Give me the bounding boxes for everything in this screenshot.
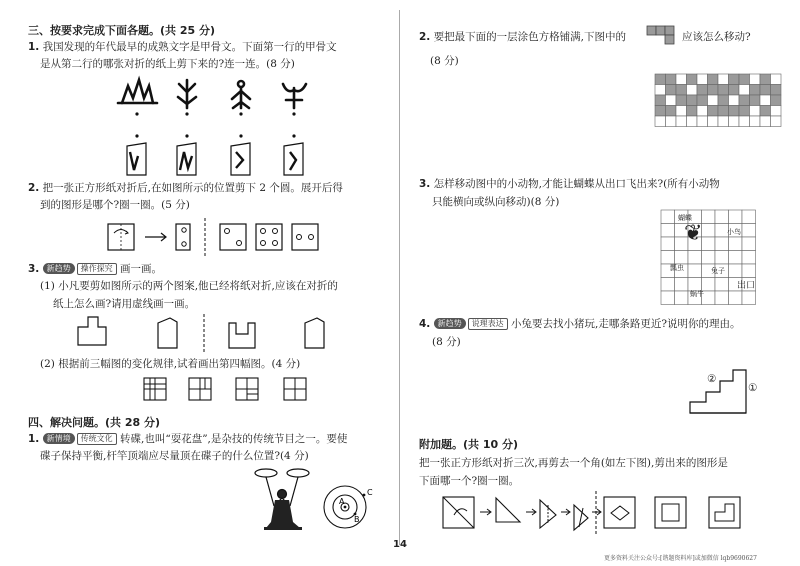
maze-cell [742, 251, 756, 265]
tiling-cell [708, 85, 719, 96]
tiling-cell [718, 106, 729, 117]
route-1-label: ① [748, 382, 758, 394]
q3-sub1-line1: (1) 小凡要剪如图所示的两个图案,他已经将纸对折,应该在对折的 [40, 280, 338, 292]
tiling-grid [655, 74, 781, 127]
tiling-cell [760, 85, 771, 96]
q2-line1: 2. 把一张正方形纸对折后,在如图所示的位置剪下 2 个圆。展开后得 [28, 182, 343, 194]
tiling-cell [655, 85, 666, 96]
label-b: B [354, 515, 360, 524]
tiling-cell [687, 95, 698, 106]
tiling-cell [697, 116, 708, 127]
maze-label-rabbit: 兔子 [711, 267, 725, 275]
tiling-cell [687, 74, 698, 85]
p2-line1b: 应该怎么移动? [682, 31, 751, 43]
bonus-line1: 把一张正方形纸对折三次,再剪去一个角(如左下图),剪出来的图形是 [419, 457, 728, 469]
p4-line1: 4. 新趋势 说理表达 小兔要去找小猪玩,走哪条路更近?说明你的理由。 [419, 318, 741, 330]
tiling-cell [760, 106, 771, 117]
maze-cell [729, 251, 743, 265]
maze-cell [742, 210, 756, 224]
tiling-cell [676, 85, 687, 96]
maze-exit-label: 出口 [737, 281, 756, 291]
tiling-cell [676, 116, 687, 127]
tiling-cell [655, 106, 666, 117]
p1-line1: 1. 新情境 传统文化 转碟,也叫“耍花盘”,是杂技的传统节目之一。要使 [28, 433, 348, 445]
p3-line2: 只能横向或纵向移动)(8 分) [432, 196, 560, 208]
p3-line1: 3. 怎样移动图中的小动物,才能让蝴蝶从出口飞出来?(所有小动物 [419, 178, 720, 190]
tiling-cell [666, 85, 677, 96]
page-number: 14 [393, 539, 407, 550]
maze-label-snail: 蜗牛 [690, 290, 704, 298]
maze-cell [742, 224, 756, 238]
maze-cell [742, 291, 756, 305]
tiling-cell [729, 85, 740, 96]
maze-cell [661, 224, 675, 238]
q3-sub1-line2: 纸上怎么画?请用虚线画一画。 [53, 298, 196, 310]
maze-label-butterfly: 蝴蝶 [678, 214, 692, 222]
p2-line2: (8 分) [430, 55, 459, 67]
maze-cell [715, 251, 729, 265]
tiling-cell [697, 85, 708, 96]
tiling-cell [676, 74, 687, 85]
tiling-cell [729, 74, 740, 85]
tiling-cell [718, 95, 729, 106]
tiling-cell [676, 106, 687, 117]
q2-line2: 到的图形是哪个?圈一圈。(5 分) [40, 199, 190, 211]
maze-cell [715, 210, 729, 224]
maze-cell [715, 237, 729, 251]
bonus-heading: 附加题。(共 10 分) [419, 438, 519, 451]
footer-note: 更多资料关注公众号:[谐题资料库]或加微信 lqb9690627 [604, 555, 757, 562]
p4-line2: (8 分) [432, 336, 461, 348]
tiling-cell [739, 116, 750, 127]
maze-cell [715, 291, 729, 305]
tiling-cell [666, 74, 677, 85]
tiling-cell [697, 106, 708, 117]
tiling-cell [771, 95, 782, 106]
tiling-cell [676, 95, 687, 106]
maze-cell [702, 224, 716, 238]
maze-cell [729, 237, 743, 251]
butterfly-icon: ❦ [684, 221, 703, 246]
tiling-cell [750, 106, 761, 117]
maze-label-ladybug: 瓢虫 [670, 264, 684, 272]
maze-cell [661, 278, 675, 292]
tiling-cell [760, 95, 771, 106]
maze-cell [661, 237, 675, 251]
tiling-cell [687, 116, 698, 127]
tiling-cell [771, 116, 782, 127]
bonus-line2: 下面哪一个?圈一圈。 [419, 475, 520, 487]
maze-cell [675, 278, 689, 292]
tiling-cell [666, 106, 677, 117]
section3-heading: 三、按要求完成下面各题。(共 25 分) [28, 24, 216, 37]
tiling-cell [771, 85, 782, 96]
tiling-cell [739, 106, 750, 117]
tiling-cell [708, 74, 719, 85]
tiling-cell [750, 85, 761, 96]
tiling-cell [729, 116, 740, 127]
bonus-fold-1 [496, 498, 520, 522]
maze-label-bird: 小鸟 [727, 228, 741, 236]
maze-cell [729, 210, 743, 224]
tiling-cell [771, 74, 782, 85]
tiling-cell [760, 74, 771, 85]
maze-cell [661, 210, 675, 224]
tiling-cell [666, 95, 677, 106]
tiling-cell [760, 116, 771, 127]
tiling-cell [655, 116, 666, 127]
maze-cell [688, 251, 702, 265]
maze-cell [702, 251, 716, 265]
tiling-cell [718, 116, 729, 127]
bonus-option-2 [655, 497, 686, 528]
tiling-cell [708, 95, 719, 106]
maze-cell [729, 264, 743, 278]
tiling-cell [739, 74, 750, 85]
tiling-cell [708, 106, 719, 117]
tiling-cell [697, 74, 708, 85]
maze-cell [675, 291, 689, 305]
q1-line1: 1. 我国发现的年代最早的成熟文字是甲骨文。下面第一行的甲骨文 [28, 41, 337, 53]
maze-cell [742, 264, 756, 278]
maze-cell [742, 237, 756, 251]
maze-cell [715, 278, 729, 292]
p1-line2: 碟子保持平衡,杆竿顶端应尽量顶在碟子的什么位置?(4 分) [40, 450, 309, 462]
tiling-cell [655, 95, 666, 106]
maze-cell [729, 291, 743, 305]
bonus-figures [443, 497, 740, 530]
tiling-cell [655, 74, 666, 85]
tiling-cell [739, 85, 750, 96]
maze-cell [702, 237, 716, 251]
tiling-cell [687, 85, 698, 96]
tiling-cell [750, 116, 761, 127]
section4-heading: 四、解决问题。(共 28 分) [28, 416, 161, 429]
q1-line2: 是从第二行的哪张对折的纸上剪下来的?连一连。(8 分) [40, 58, 295, 70]
q3-sub2: (2) 根据前三幅图的变化规律,试着画出第四幅图。(4 分) [40, 358, 301, 370]
tiling-cell [739, 95, 750, 106]
label-c: C [367, 488, 373, 497]
label-a: A [339, 497, 345, 506]
tiling-cell [697, 95, 708, 106]
tiling-cell [687, 106, 698, 117]
maze-cell [661, 291, 675, 305]
staircase [690, 370, 746, 413]
tiling-cell [718, 85, 729, 96]
tiling-cell [750, 95, 761, 106]
tiling-cell [718, 74, 729, 85]
maze-cell [702, 210, 716, 224]
tiling-cell [729, 95, 740, 106]
tiling-cell [666, 116, 677, 127]
tiling-cell [771, 106, 782, 117]
q3-line: 3. 新趋势 操作探究 画一画。 [28, 263, 162, 275]
tiling-cell [708, 116, 719, 127]
maze-cell [688, 264, 702, 278]
tiling-cell [750, 74, 761, 85]
route-2-label: ② [707, 373, 717, 385]
bonus-option-1 [604, 497, 635, 528]
p2-line1a: 2. 要把最下面的一层涂色方格铺满,下图中的 [419, 31, 626, 43]
tiling-cell [729, 106, 740, 117]
movable-piece [647, 26, 674, 44]
